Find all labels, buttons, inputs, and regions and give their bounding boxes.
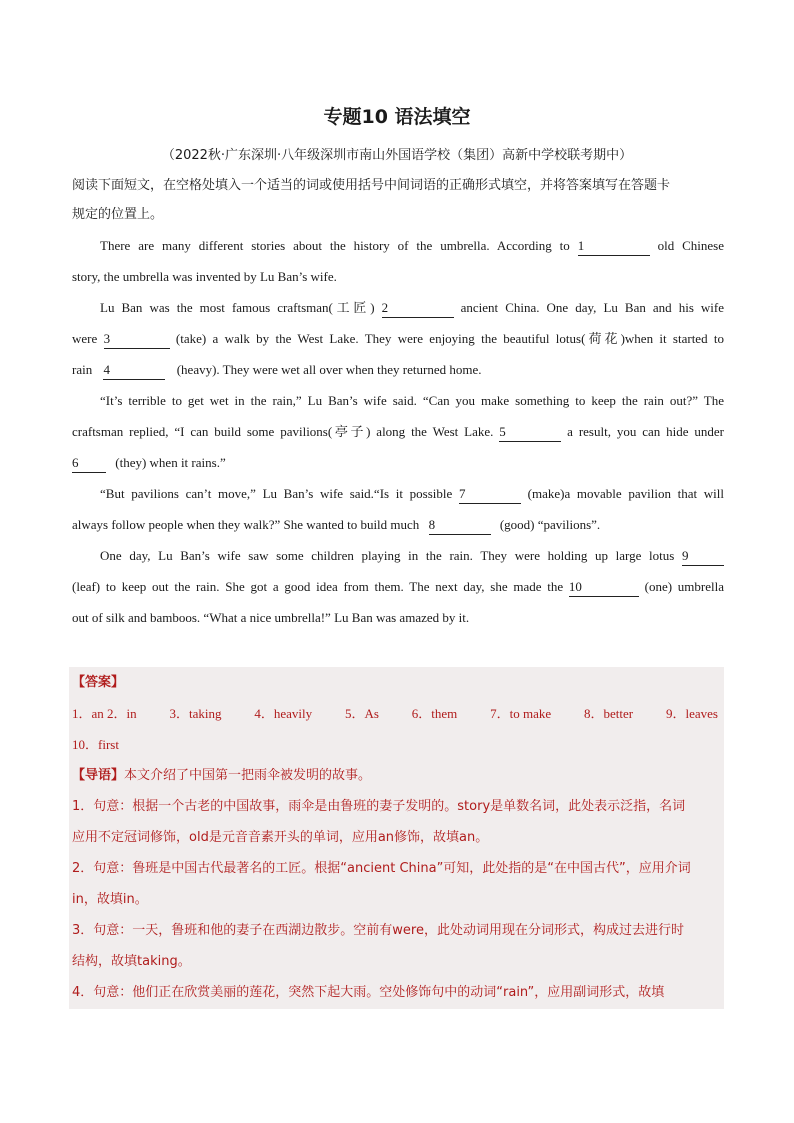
passage-line: One day, Lu Ban’s wife saw some children playing in the rain. They were holding up large lotus 9: [72, 540, 724, 571]
blank-6[interactable]: 6: [72, 454, 106, 473]
passage-line: “But pavilions can’t move,” Lu Ban’s wife said.“Is it possible 7 (make)a movable pavilion that will: [72, 478, 724, 509]
blank-2[interactable]: 2: [382, 299, 454, 318]
blank-7[interactable]: 7: [459, 485, 521, 504]
passage-line: There are many different stories about the history of the umbrella. According to 1 old Chinese: [72, 230, 724, 261]
blank-9[interactable]: 9: [682, 547, 724, 566]
passage-line: out of silk and bamboos. “What a nice umbrella!” Lu Ban was amazed by it.: [72, 610, 470, 625]
explanation-line: 4．句意：他们正在欣赏美丽的莲花，突然下起大雨。空处修饰句中的动词“rain”，应用副词形式，故填: [72, 985, 665, 1000]
answer-item: 7．to make: [490, 706, 552, 721]
answer-item: 10．first: [72, 737, 119, 752]
passage-line: rain 4 (heavy). They were wet all over when they returned home.: [72, 354, 724, 385]
answer-item: 1．an 2．in: [72, 706, 137, 721]
explanation-line: in，故填in。: [72, 892, 148, 907]
blank-4[interactable]: 4: [103, 361, 165, 380]
blank-3[interactable]: 3: [104, 330, 170, 349]
passage-line: always follow people when they walk?” She wanted to build much 8 (good) “pavilions”.: [72, 509, 724, 540]
passage-line: “It’s terrible to get wet in the rain,” Lu Ban’s wife said. “Can you make something to keep the rain out?” The: [100, 393, 724, 408]
passage-line: (leaf) to keep out the rain. She got a good idea from them. The next day, she made the 10 (one) umbrella: [72, 571, 724, 602]
answer-item: 6．them: [411, 706, 458, 721]
answer-item: 9．leaves: [665, 706, 718, 721]
passage: [72, 230, 724, 633]
blank-5[interactable]: 5: [499, 423, 561, 442]
explanation-line: 结构，故填taking。: [72, 954, 191, 969]
blank-10[interactable]: 10: [569, 578, 639, 597]
passage-line: Lu Ban was the most famous craftsman(工匠) 2 ancient China. One day, Lu Ban and his wife: [72, 292, 724, 323]
instructions-line-2: 规定的位置上。: [72, 207, 164, 222]
answer-list: [72, 698, 722, 729]
answer-panel: [69, 667, 724, 1009]
explanation-line: 1．句意：根据一个古老的中国故事，雨伞是由鲁班的妻子发明的。story是单数名词，此处表示泛指，名词: [72, 799, 686, 814]
passage-line: 6 (they) when it rains.”: [72, 447, 724, 478]
blank-1[interactable]: 1: [578, 237, 650, 256]
answer-item: 3．taking: [169, 706, 222, 721]
instructions-line-1: 阅读下面短文，在空格处填入一个适当的词或使用括号中间词语的正确形式填空，并将答案填写在答题卡: [72, 178, 671, 193]
guide-label: 【导语】: [72, 768, 125, 783]
page-title: 专题10 语法填空: [323, 106, 471, 128]
guide-text: 本文介绍了中国第一把雨伞被发明的故事。: [124, 768, 372, 783]
blank-8[interactable]: 8: [429, 516, 491, 535]
answer-item: 4．heavily: [254, 706, 313, 721]
guide: [72, 760, 722, 791]
passage-line: craftsman replied, “I can build some pavilions(亭子) along the West Lake. 5 a result, you can hide under: [72, 416, 724, 447]
explanation-line: 应用不定冠词修饰，old是元音音素开头的单词，应用an修饰，故填an。: [72, 830, 489, 845]
explanation-line: 2．句意：鲁班是中国古代最著名的工匠。根据“ancient China”可知，此处指的是“在中国古代”，应用介词: [72, 861, 691, 876]
source-note: （2022秋·广东深圳·八年级深圳市南山外国语学校（集团）高新中学校联考期中）: [161, 148, 633, 163]
answer-item: 8．better: [584, 706, 634, 721]
explanation-line: 3．句意：一天，鲁班和他的妻子在西湖边散步。空前有were，此处动词用现在分词形式，构成过去进行时: [72, 923, 684, 938]
passage-line: were 3 (take) a walk by the West Lake. They were enjoying the beautiful lotus(荷花)when it started to: [72, 323, 724, 354]
answer-header: 【答案】: [72, 675, 125, 690]
passage-line: story, the umbrella was invented by Lu Ban’s wife.: [72, 269, 337, 284]
answer-item: 5．As: [344, 706, 379, 721]
